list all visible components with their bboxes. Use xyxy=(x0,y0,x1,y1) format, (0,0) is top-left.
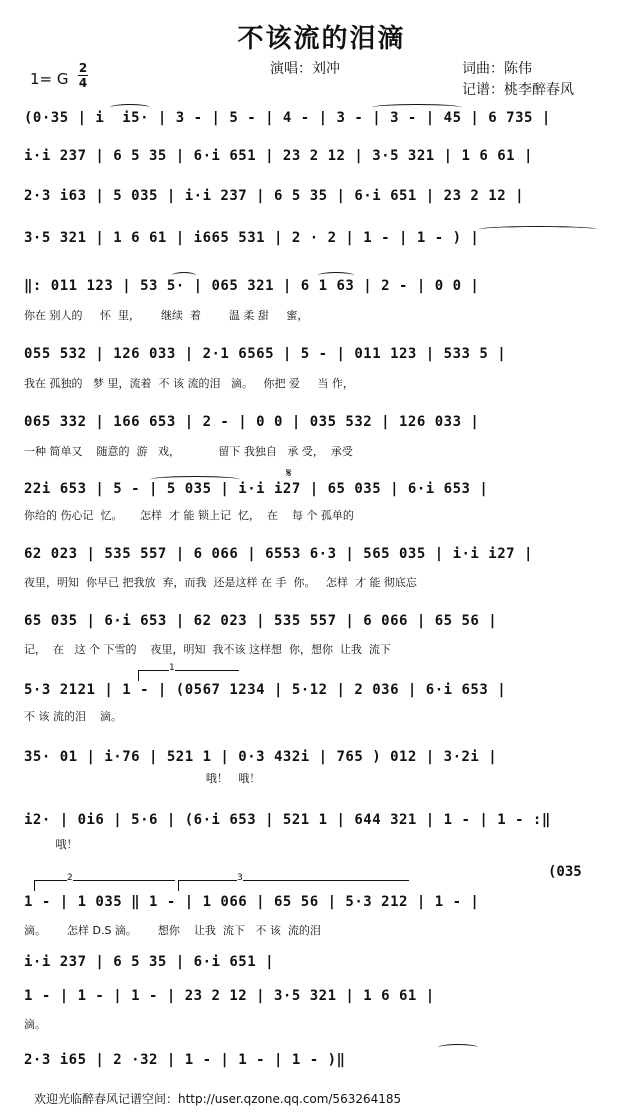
score-line: 1 - | 1 - | 1 - | 23 2 12 | 3·5 321 | 1 6 61 | xyxy=(24,988,435,1004)
volta-bracket xyxy=(34,873,175,891)
transcriber-credit: 记谱：桃李醉春风 xyxy=(462,82,574,98)
lyric-line: 你给的 伤心记 忆。 怎样 才 能 锁上记 忆， 在 每 个 孤单的 xyxy=(24,509,354,522)
composer-credit: 词曲：陈伟 xyxy=(462,61,532,77)
score-line: (0·35 | i i5· | 3 - | 5 - | 4 - | 3 - | 3 - | 45 | 6 735 | xyxy=(24,110,551,126)
score-line: 35· 01 | i·76 | 521 1 | 0·3 432i | 765 ) 012 | 3·2i | xyxy=(24,749,498,765)
volta-label: 1 xyxy=(169,663,175,673)
lyric-line: 我在 孤独的 梦 里，流着 不 该 流的泪 滴。 你把 爱 当 作， xyxy=(24,377,354,390)
time-signature-top: 2 xyxy=(78,61,88,75)
score-line: i·i 237 | 6 5 35 | 6·i 651 | 23 2 12 | 3·5 321 | 1 6 61 | xyxy=(24,148,533,164)
score-line: ‖: 011 123 | 53 5· | 065 321 | 6 1 63 | 2 - | 0 0 | xyxy=(24,278,480,294)
lyric-line: 记， 在 这 个 下雪的 夜里，明知 我不该 这样想 你，想你 让我 流下 xyxy=(24,643,391,656)
segno-sign: 𝄋 xyxy=(286,466,292,481)
score-line: 2·3 i65 | 2 ·32 | 1 - | 1 - | 1 - )‖ xyxy=(24,1052,346,1068)
lyric-line: 你在 别人的 怀 里， 继续 着 温 柔 甜 蜜， xyxy=(24,309,309,322)
score-line: 62 023 | 535 557 | 6 066 | 6553 6·3 | 565 035 | i·i i27 | xyxy=(24,546,533,562)
slur-arc xyxy=(110,104,150,111)
time-signature xyxy=(78,62,88,89)
lyric-line: 哦！ 哦！ xyxy=(24,772,261,785)
score-line: 1 - | 1 035 ‖ 1 - | 1 066 | 65 56 | 5·3 212 | 1 - | xyxy=(24,894,480,910)
volta-label: 2 xyxy=(67,873,73,883)
volta-label: 3 xyxy=(237,873,243,883)
key-signature: 1= G xyxy=(30,70,69,88)
slur-arc xyxy=(150,476,240,483)
volta-bracket xyxy=(138,663,239,681)
lyric-line: 夜里，明知 你早已 把我放 弃，而我 还是这样 在 手 你。 怎样 才 能 彻底忘 xyxy=(24,576,417,589)
score-line: 055 532 | 126 033 | 2·1 6565 | 5 - | 011 123 | 533 5 | xyxy=(24,346,507,362)
lyric-line: 滴。 怎样 D.S 滴。 想你 让我 流下 不 该 流的泪 xyxy=(24,924,321,937)
score-line: 22i 653 | 5 - | 5 035 | i·i i27 | 65 035 | 6·i 653 | xyxy=(24,481,489,497)
lyric-line: 哦！ xyxy=(24,838,78,851)
slur-arc xyxy=(478,226,598,233)
slur-arc xyxy=(172,272,196,279)
lyric-line: 一种 简单又 随意的 游 戏， 留下 我独自 承 受， 承受 xyxy=(24,445,353,458)
volta-bracket xyxy=(178,873,409,891)
score-line: i2· | 0i6 | 5·6 | (6·i 653 | 521 1 | 644 321 | 1 - | 1 - :‖ xyxy=(24,812,551,828)
score-line: 65 035 | 6·i 653 | 62 023 | 535 557 | 6 066 | 65 56 | xyxy=(24,613,498,629)
slur-arc xyxy=(438,1044,478,1051)
footer-text: 欢迎光临醉春风记谱空间：http://user.qzone.qq.com/563264185 xyxy=(34,1092,402,1106)
lyric-line: 不 该 流的泪 滴。 xyxy=(24,710,122,723)
score-line: 065 332 | 166 653 | 2 - | 0 0 | 035 532 | 126 033 | xyxy=(24,414,480,430)
slur-arc xyxy=(372,104,462,111)
singer-credit: 演唱：刘冲 xyxy=(270,61,340,77)
score-line: 3·5 321 | 1 6 61 | i665 531 | 2 · 2 | 1 - | 1 - ) | xyxy=(24,230,480,246)
slur-arc xyxy=(318,272,354,279)
score-line: i·i 237 | 6 5 35 | 6·i 651 | xyxy=(24,954,275,970)
score-line: 5·3 2121 | 1 - | (0567 1234 | 5·12 | 2 036 | 6·i 653 | xyxy=(24,682,507,698)
time-signature-bottom: 4 xyxy=(78,76,88,90)
lyric-line: 滴。 xyxy=(24,1018,46,1031)
song-title: 不该流的泪滴 xyxy=(237,24,406,54)
score-line: 2·3 i63 | 5 035 | i·i 237 | 6 5 35 | 6·i 651 | 23 2 12 | xyxy=(24,188,525,204)
intro-marker: (035 xyxy=(548,864,582,880)
